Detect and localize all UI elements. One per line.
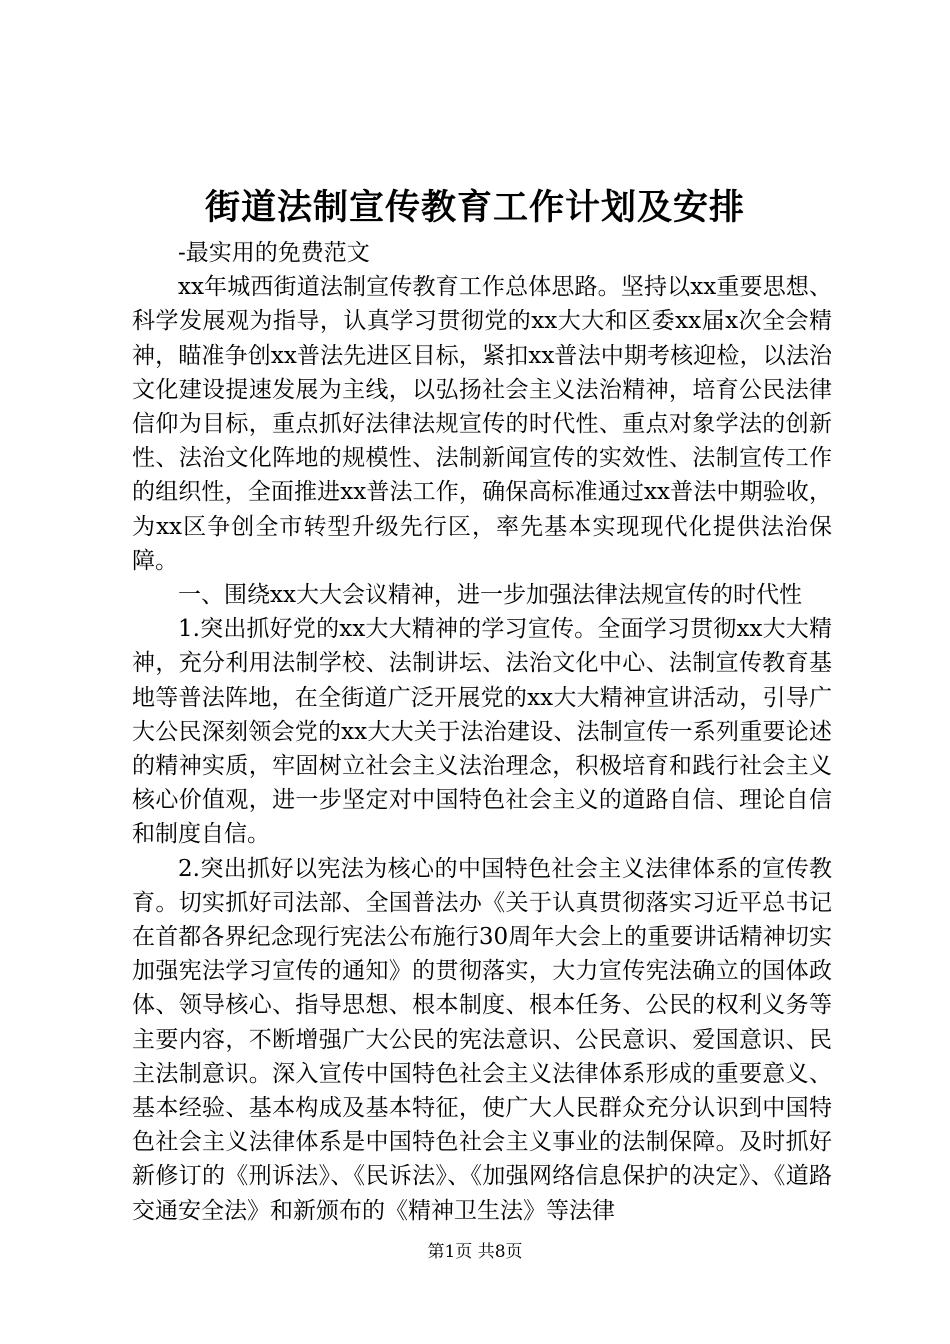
- body-paragraph: 1.突出抓好党的xx大大精神的学习宣传。全面学习贯彻xx大大精神，充分利用法制学校、法制讲坛、法治文化中心、法制宣传教育基地等普法阵地，在全街道广泛开展党的xx大大精神宣讲活动，引导广大公民深刻领会党的xx大大关于法治建设、法制宣传一系列重要论述的精神实质，牢固树立社会主义法治理念，积极培育和践行社会主义核心价值观，进一步坚定对中国特色社会主义的道路自信、理论自信和制度自信。: [132, 616, 832, 848]
- section-heading: 一、围绕xx大大会议精神，进一步加强法律法规宣传的时代性: [178, 582, 802, 609]
- document-body: [132, 236, 832, 1228]
- subtitle-paragraph: -最实用的免费范文: [178, 240, 370, 266]
- document-title: 街道法制宣传教育工作计划及安排: [204, 187, 745, 228]
- page-number-footer: 第1页 共8页: [427, 1242, 523, 1262]
- body-paragraph: xx年城西街道法制宣传教育工作总体思路。坚持以xx重要思想、科学发展观为指导，认真学习贯彻党的xx大大和区委xx届x次全会精神，瞄准争创xx普法先进区目标，紧扣xx普法中期考核迎检，以法治文化建设提速发展为主线，以弘扬社会主义法治精神，培育公民法律信仰为目标，重点抓好法律法规宣传的时代性、重点对象学法的创新性、法治文化阵地的规模性、法制新闻宣传的实效性、法制宣传工作的组织性，全面推进xx普法工作，确保高标准通过xx普法中期验收，为xx区争创全市转型升级先行区，率先基本实现现代化提供法治保障。: [132, 274, 832, 574]
- body-paragraph: 2.突出抓好以宪法为核心的中国特色社会主义法律体系的宣传教育。切实抓好司法部、全国普法办《关于认真贯彻落实习近平总书记在首都各界纪念现行宪法公布施行30周年大会上的重要讲话精神切实加强宪法学习宣传的通知》的贯彻落实，大力宣传宪法确立的国体政体、领导核心、指导思想、根本制度、根本任务、公民的权利义务等主要内容，不断增强广大公民的宪法意识、公民意识、爱国意识、民主法制意识。深入宣传中国特色社会主义法律体系形成的重要意义、基本经验、基本构成及基本特征，使广大人民群众充分认识到中国特色社会主义法律体系是中国特色社会主义事业的法制保障。及时抓好新修订的《刑诉法》、《民诉法》、《加强网络信息保护的决定》、《道路交通安全法》和新颁布的《精神卫生法》等法律: [132, 855, 832, 1224]
